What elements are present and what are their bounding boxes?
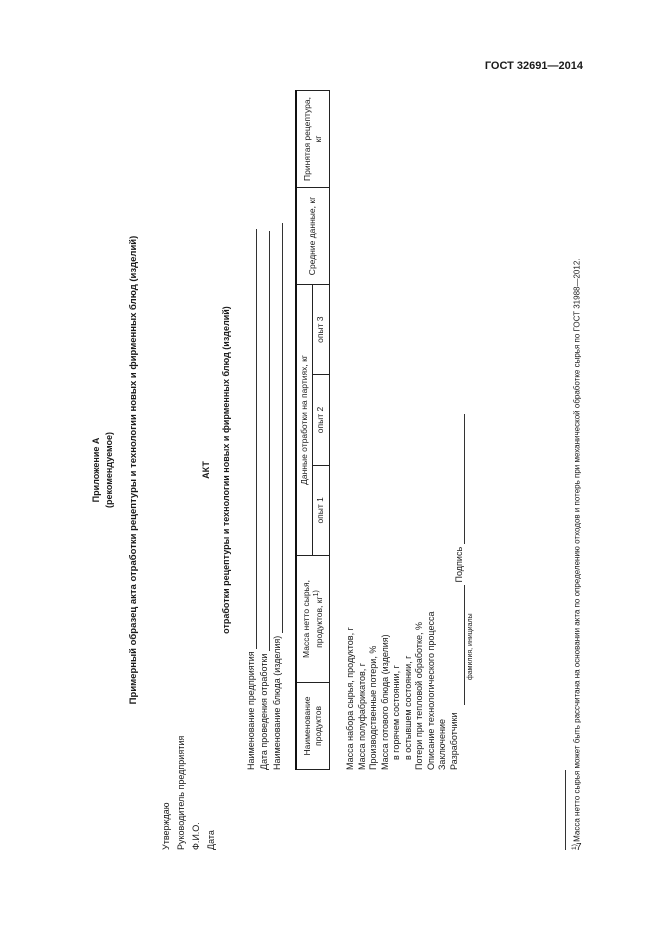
col-mass-footnote: 1) bbox=[312, 590, 321, 597]
act-title: АКТ bbox=[201, 461, 211, 479]
col-mass bbox=[296, 556, 329, 683]
signature-caption: фамилия, инициалы bbox=[467, 613, 474, 680]
footnote-mark: 1) bbox=[571, 844, 578, 850]
field-dish-line[interactable] bbox=[282, 223, 283, 633]
appendix-heading: Примерный образец акта отработки рецептуры и технологии новых и фирменных блюд (изделий) bbox=[128, 235, 139, 705]
appendix-status: (рекомендуемое) bbox=[104, 432, 114, 508]
col-average: Средние данные, кг bbox=[296, 188, 329, 285]
standard-header: ГОСТ 32691—2014 bbox=[484, 60, 583, 72]
act-subtitle: отработки рецептуры и технологии новых и фирменных блюд (изделий) bbox=[221, 306, 231, 634]
field-dish bbox=[271, 223, 283, 770]
list-item: Масса набора сырья, продуктов, г bbox=[345, 627, 355, 770]
signature-label: Подпись bbox=[454, 546, 464, 583]
list-item: Производственные потери, % bbox=[368, 645, 378, 770]
list-item: Потери при тепловой обработке, % bbox=[414, 621, 424, 770]
field-date-line[interactable] bbox=[269, 231, 270, 651]
col-trial-2: опыт 2 bbox=[313, 375, 329, 465]
page-number: 7 bbox=[576, 842, 582, 853]
col-accepted: Принятая рецептура, кг bbox=[296, 91, 329, 188]
field-date bbox=[258, 231, 270, 770]
name-line[interactable] bbox=[464, 585, 465, 705]
col-trial-1: опыт 1 bbox=[313, 465, 329, 555]
recipe-table bbox=[295, 90, 330, 770]
rotated-content bbox=[80, 90, 590, 850]
signature-row bbox=[453, 414, 465, 705]
list-item: Заключение bbox=[437, 719, 447, 770]
list-item: Разработчики bbox=[448, 712, 459, 770]
list-item: Масса готового блюда (изделия) bbox=[379, 634, 390, 770]
field-date-label: Дата проведения отработки bbox=[259, 653, 269, 770]
col-products: Наименование продуктов bbox=[296, 683, 329, 770]
list-item: Описание технологического процесса bbox=[425, 611, 436, 770]
col-trial-3: опыт 3 bbox=[313, 285, 329, 375]
field-dish-label: Наименование блюда (изделия) bbox=[272, 635, 282, 770]
appendix-title: Приложение А bbox=[91, 437, 101, 503]
col-mass-label: Масса нетто сырья, продуктов, кг bbox=[300, 580, 324, 658]
items-list bbox=[345, 612, 460, 770]
list-item: в горячем состоянии, г bbox=[391, 665, 401, 760]
list-item: в остывшем состоянии, г bbox=[402, 655, 413, 760]
head-label: Руководитель предприятия bbox=[176, 735, 186, 850]
field-enterprise-line[interactable] bbox=[256, 229, 257, 649]
name-label: Ф.И.О. bbox=[191, 822, 201, 850]
list-item: Масса полуфабрикатов, г bbox=[356, 662, 367, 770]
footnote-text: Масса нетто сырья может быть рассчитана на основании акта по определению отходов и потерь при механической обработке сырья по ГОСТ 31988—2012. bbox=[572, 258, 582, 842]
footnote bbox=[570, 259, 583, 851]
signature-line[interactable] bbox=[464, 414, 465, 544]
field-enterprise bbox=[245, 229, 257, 770]
col-trials: Данные отработки на партиях, кг bbox=[296, 285, 313, 556]
date-label: Дата bbox=[206, 830, 216, 850]
approve-label: Утверждаю bbox=[161, 802, 171, 850]
field-enterprise-label: Наименование предприятия bbox=[246, 651, 256, 770]
footnote-rule bbox=[565, 770, 566, 850]
